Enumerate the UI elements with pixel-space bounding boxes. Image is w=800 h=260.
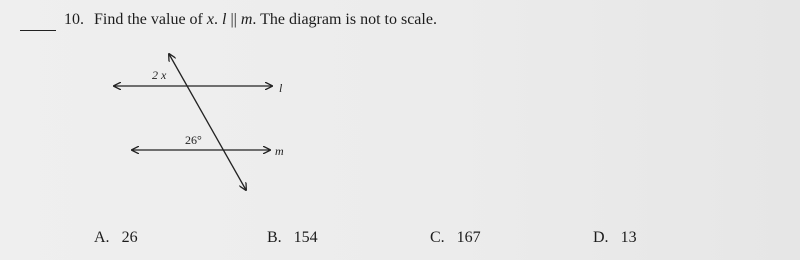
variable-x: x <box>206 11 214 28</box>
parallel-symbol: || <box>230 11 237 28</box>
choice-a[interactable] <box>94 229 138 247</box>
choice-c[interactable] <box>430 229 481 247</box>
choice-d-letter: D. <box>593 229 609 246</box>
angle-label-2x: 2 x <box>152 68 167 82</box>
choice-a-value: 26 <box>121 229 138 246</box>
choice-d-value: 13 <box>620 229 637 246</box>
angle-label-26: 26° <box>185 133 202 147</box>
question-suffix: . The diagram is not to scale. <box>252 11 437 28</box>
question-prefix: Find the value of <box>94 11 207 28</box>
choice-b[interactable] <box>267 229 318 247</box>
line-label-m: m <box>275 144 284 158</box>
choice-a-letter: A. <box>94 229 110 246</box>
question-period: . <box>213 11 218 28</box>
choice-b-letter: B. <box>267 229 282 246</box>
choice-b-value: 154 <box>293 229 318 246</box>
choice-c-value: 167 <box>456 229 481 246</box>
variable-l: l <box>221 11 227 28</box>
choice-d[interactable] <box>593 229 637 247</box>
transversal-line <box>169 54 246 190</box>
question-number: 10. <box>64 11 84 28</box>
choice-c-letter: C. <box>430 229 445 246</box>
line-label-l: l <box>279 81 283 95</box>
variable-m: m <box>240 11 253 28</box>
